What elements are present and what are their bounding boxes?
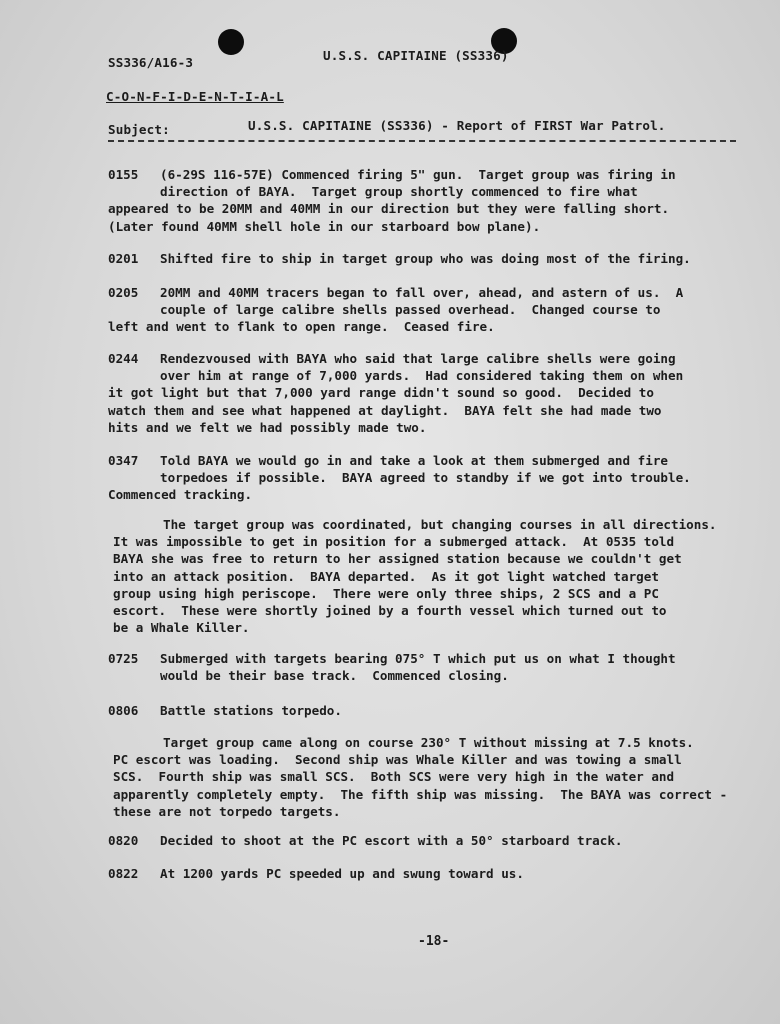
entry-line: Submerged with targets bearing 075° T which put us on what I thought [160, 651, 676, 666]
log-entry [108, 350, 683, 436]
entry-time: 0205 [108, 285, 139, 300]
entry-line: (6-29S 116-57E) Commenced firing 5" gun. Target group was firing in [160, 167, 676, 182]
entry-line: watch them and see what happened at daylight. BAYA felt she had made two [108, 402, 662, 418]
entry-line: Battle stations torpedo. [160, 703, 342, 718]
paragraph-line: be a Whale Killer. [113, 620, 250, 636]
paragraph-line: PC escort was loading. Second ship was Whale Killer and was towing a small [113, 752, 682, 768]
paragraph-line: apparently completely empty. The fifth ship was missing. The BAYA was correct - [113, 786, 728, 802]
entry-line: torpedoes if possible. BAYA agreed to standby if we got into trouble. [160, 470, 691, 486]
entry-time: 0820 [108, 833, 139, 848]
subject-label: Subject: [108, 122, 170, 137]
entry-line: Shifted fire to ship in target group who was doing most of the firing. [160, 251, 691, 266]
entry-time: 0347 [108, 453, 139, 468]
divider [108, 140, 736, 142]
narrative-paragraph [113, 734, 727, 820]
paragraph-line: It was impossible to get in position for a submerged attack. At 0535 told [113, 534, 675, 550]
entry-line: it got light but that 7,000 yard range didn't sound so good. Decided to [108, 385, 654, 401]
entry-line: At 1200 yards PC speeded up and swung toward us. [160, 866, 524, 881]
paragraph-line: into an attack position. BAYA departed. As it got light watched target [113, 568, 659, 584]
entry-line: left and went to flank to open range. Ceased fire. [108, 319, 495, 335]
entry-line: direction of BAYA. Target group shortly commenced to fire what [160, 184, 638, 200]
entry-time: 0725 [108, 651, 139, 666]
paragraph-line: group using high periscope. There were only three ships, 2 SCS and a PC [113, 585, 659, 601]
log-entry [108, 452, 691, 504]
ship-heading: U.S.S. CAPITAINE (SS336) [323, 48, 509, 63]
entry-line: Decided to shoot at the PC escort with a 50° starboard track. [160, 833, 623, 848]
entry-line: over him at range of 7,000 yards. Had considered taking them on when [160, 368, 684, 384]
punch-hole [218, 29, 244, 55]
log-entry [108, 650, 676, 684]
entry-time: 0201 [108, 251, 139, 266]
entry-line: couple of large calibre shells passed overhead. Changed course to [160, 302, 661, 318]
subject-text: U.S.S. CAPITAINE (SS336) - Report of FIRST War Patrol. [248, 118, 666, 133]
log-entry [108, 865, 524, 882]
log-entry [108, 166, 676, 235]
paragraph-line: The target group was coordinated, but changing courses in all directions. [163, 517, 717, 532]
classification: C-O-N-F-I-D-E-N-T-I-A-L [106, 89, 284, 104]
entry-line: appeared to be 20MM and 40MM in our direction but they were falling short. [108, 201, 670, 217]
entry-time: 0244 [108, 351, 139, 366]
entry-line: Told BAYA we would go in and take a look at them submerged and fire [160, 453, 668, 468]
entry-line: Rendezvoused with BAYA who said that large calibre shells were going [160, 351, 676, 366]
entry-time: 0822 [108, 866, 139, 881]
paragraph-line: BAYA she was free to return to her assigned station because we couldn't get [113, 551, 682, 567]
entry-line: 20MM and 40MM tracers began to fall over, ahead, and astern of us. A [160, 285, 684, 300]
paragraph-line: escort. These were shortly joined by a fourth vessel which turned out to [113, 603, 667, 619]
entry-time: 0806 [108, 703, 139, 718]
entry-line: hits and we felt we had possibly made two. [108, 419, 427, 435]
entry-line: Commenced tracking. [108, 487, 253, 503]
paragraph-line: these are not torpedo targets. [113, 803, 341, 819]
log-entry [108, 250, 691, 267]
entry-line: would be their base track. Commenced closing. [160, 668, 509, 684]
log-entry [108, 702, 342, 719]
entry-line: (Later found 40MM shell hole in our starboard bow plane). [108, 218, 541, 234]
narrative-paragraph [113, 516, 717, 636]
page-number: -18- [418, 934, 450, 949]
paragraph-line: SCS. Fourth ship was small SCS. Both SCS were very high in the water and [113, 769, 675, 785]
log-entry [108, 284, 683, 336]
log-entry [108, 832, 623, 849]
file-id: SS336/A16-3 [108, 55, 194, 70]
entry-time: 0155 [108, 167, 139, 182]
paragraph-line: Target group came along on course 230° T without missing at 7.5 knots. [163, 735, 694, 750]
